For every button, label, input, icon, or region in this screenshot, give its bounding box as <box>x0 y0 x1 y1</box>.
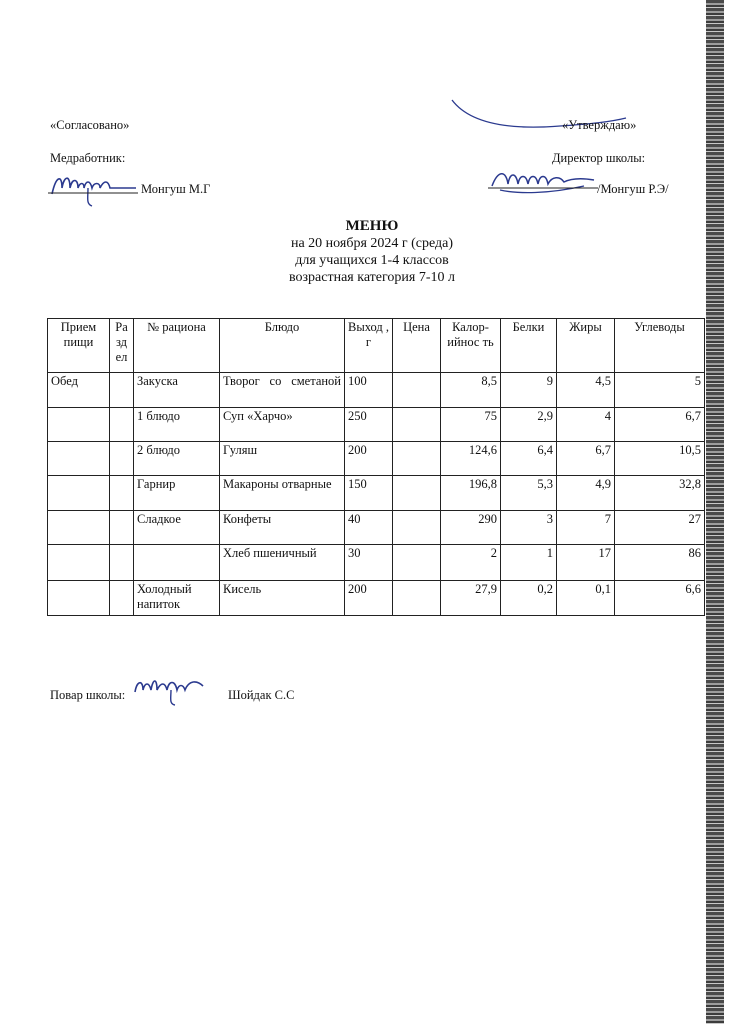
cell-proteins: 2,9 <box>501 408 557 442</box>
cell-dish: Конфеты <box>220 511 345 545</box>
cell-ration: Гарнир <box>134 476 220 511</box>
cell-output: 40 <box>345 511 393 545</box>
header-calories: Калор-ийнос ть <box>441 319 501 373</box>
cell-carbs: 6,6 <box>615 581 705 616</box>
cell-meal <box>48 476 110 511</box>
cell-price <box>393 442 441 476</box>
cook-name: Шойдак С.С <box>228 688 295 702</box>
cell-output: 200 <box>345 581 393 616</box>
cell-section <box>110 442 134 476</box>
menu-date-line: на 20 ноября 2024 г (среда) <box>290 236 454 251</box>
medic-name: Монгуш М.Г <box>141 182 211 196</box>
cell-output: 200 <box>345 442 393 476</box>
cell-ration: 1 блюдо <box>134 408 220 442</box>
table-row <box>48 545 705 581</box>
cell-section <box>110 581 134 616</box>
cell-calories: 8,5 <box>441 373 501 408</box>
cell-ration: Сладкое <box>134 511 220 545</box>
header-dish: Блюдо <box>220 319 345 373</box>
header-fats: Жиры <box>557 319 615 373</box>
cell-meal: Обед <box>48 373 110 408</box>
cook-signature <box>131 672 211 708</box>
director-signature <box>488 164 598 200</box>
director-name: /Монгуш Р.Э/ <box>597 182 669 196</box>
cell-section <box>110 476 134 511</box>
cell-calories: 124,6 <box>441 442 501 476</box>
cell-price <box>393 511 441 545</box>
cell-output: 250 <box>345 408 393 442</box>
cell-price <box>393 476 441 511</box>
cell-section <box>110 545 134 581</box>
table-row <box>48 408 705 442</box>
cell-calories: 27,9 <box>441 581 501 616</box>
header-ration: № рациона <box>134 319 220 373</box>
menu-students-line: для учащихся 1-4 классов <box>295 253 449 268</box>
cell-dish: Суп «Харчо» <box>220 408 345 442</box>
menu-title-block <box>0 217 744 286</box>
approval-label-left: «Согласовано» <box>50 118 130 132</box>
cell-calories: 75 <box>441 408 501 442</box>
table-row <box>48 373 705 408</box>
menu-title: МЕНЮ <box>345 218 399 234</box>
header-output: Выход , г <box>345 319 393 373</box>
cell-carbs: 86 <box>615 545 705 581</box>
cell-calories: 196,8 <box>441 476 501 511</box>
cell-carbs: 10,5 <box>615 442 705 476</box>
cell-ration: Закуска <box>134 373 220 408</box>
header-price: Цена <box>393 319 441 373</box>
menu-table <box>47 318 705 616</box>
cell-carbs: 27 <box>615 511 705 545</box>
table-row <box>48 581 705 616</box>
cell-dish: Творог со сметаной <box>220 373 345 408</box>
table-header-row <box>48 319 705 373</box>
header-carbs: Углеводы <box>615 319 705 373</box>
menu-age-line: возрастная категория 7-10 л <box>289 270 455 285</box>
cell-proteins: 5,3 <box>501 476 557 511</box>
cell-proteins: 6,4 <box>501 442 557 476</box>
header-proteins: Белки <box>501 319 557 373</box>
cell-meal <box>48 581 110 616</box>
cell-proteins: 0,2 <box>501 581 557 616</box>
cell-dish: Хлеб пшеничный <box>220 545 345 581</box>
cell-ration: Холодный напиток <box>134 581 220 616</box>
cell-fats: 4,9 <box>557 476 615 511</box>
cell-meal <box>48 408 110 442</box>
medic-signature <box>48 168 140 208</box>
cell-calories: 2 <box>441 545 501 581</box>
cell-fats: 4,5 <box>557 373 615 408</box>
cell-fats: 4 <box>557 408 615 442</box>
table-row <box>48 511 705 545</box>
cell-output: 100 <box>345 373 393 408</box>
cell-proteins: 3 <box>501 511 557 545</box>
cell-section <box>110 408 134 442</box>
cell-price <box>393 581 441 616</box>
cell-meal <box>48 442 110 476</box>
cell-ration <box>134 545 220 581</box>
approval-label-right: «Утверждаю» <box>562 118 637 132</box>
cell-fats: 6,7 <box>557 442 615 476</box>
header-section: Ра зд ел <box>110 319 134 373</box>
cell-dish: Макароны отварные <box>220 476 345 511</box>
cell-price <box>393 408 441 442</box>
cell-meal <box>48 545 110 581</box>
cell-section <box>110 511 134 545</box>
cell-calories: 290 <box>441 511 501 545</box>
header-meal: Прием пищи <box>48 319 110 373</box>
cell-fats: 7 <box>557 511 615 545</box>
medic-role-label: Медработник: <box>50 151 126 165</box>
cell-carbs: 32,8 <box>615 476 705 511</box>
cell-proteins: 1 <box>501 545 557 581</box>
cell-dish: Кисель <box>220 581 345 616</box>
table-row <box>48 476 705 511</box>
cell-price <box>393 545 441 581</box>
cell-output: 150 <box>345 476 393 511</box>
cell-price <box>393 373 441 408</box>
cell-fats: 17 <box>557 545 615 581</box>
cell-meal <box>48 511 110 545</box>
cell-carbs: 5 <box>615 373 705 408</box>
cell-section <box>110 373 134 408</box>
cell-proteins: 9 <box>501 373 557 408</box>
director-role-label: Директор школы: <box>552 151 646 165</box>
table-row <box>48 442 705 476</box>
cook-label: Повар школы: <box>50 688 126 702</box>
cell-dish: Гуляш <box>220 442 345 476</box>
cell-fats: 0,1 <box>557 581 615 616</box>
cell-output: 30 <box>345 545 393 581</box>
scan-edge-artifact <box>706 0 724 1024</box>
cell-carbs: 6,7 <box>615 408 705 442</box>
cell-ration: 2 блюдо <box>134 442 220 476</box>
